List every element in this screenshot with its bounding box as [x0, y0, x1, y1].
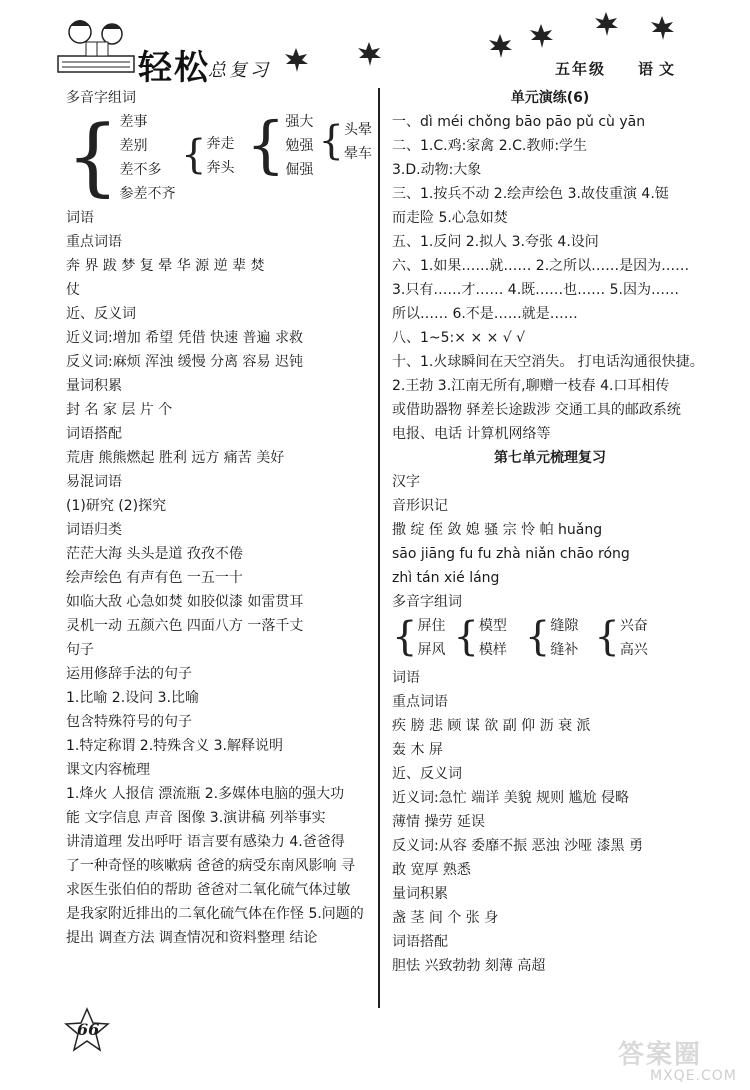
polyphone-groups-right: { 屏住 屏风 { 模型 模样 { 缝隙 缝补 { 兴奋 高兴: [392, 614, 648, 660]
text-line: 求医生张伯伯的帮助 爸爸对二氧化硫气体过敏: [66, 882, 351, 898]
watermark-logo: 答案圈: [618, 1040, 703, 1070]
text-line: 反义词:从容 委靡不振 恶浊 沙哑 漆黑 勇: [392, 838, 643, 854]
answer-line: 十、1.火球瞬间在天空消失。 打电话沟通很快捷。: [392, 354, 704, 370]
polyphone-group-cha: 差事 差别 差不多 参差不齐: [119, 114, 176, 202]
brand-subtitle: 总复习: [208, 60, 271, 81]
brand-title: 轻松: [138, 48, 210, 88]
text-line: 运用修辞手法的句子: [66, 666, 192, 682]
text-line: 量词积累: [392, 886, 448, 902]
maple-leaf-icon: [355, 40, 383, 68]
page-header: [0, 0, 750, 88]
text-line: 近、反义词: [392, 766, 462, 782]
text-line: 敢 宽厚 熟悉: [392, 862, 471, 878]
answer-line: 六、1.如果……就…… 2.之所以……是因为……: [392, 258, 690, 274]
text-line: 重点词语: [392, 694, 448, 710]
polyphone-group-ping: 屏住 屏风: [417, 618, 446, 658]
subject-label: 语文: [638, 60, 681, 78]
text-line: 汉字: [392, 474, 420, 490]
text-line: 包含特殊符号的句子: [66, 714, 192, 730]
text-line: 词语: [392, 670, 420, 686]
text-line: 如临大敌 心急如焚 如胶似漆 如雷贯耳: [66, 594, 304, 610]
text-line: 句子: [66, 642, 94, 658]
text-line: 撒 绽 侄 敛 媳 骚 宗 怜 帕 huǎng: [392, 522, 603, 538]
text-line: 仗: [66, 282, 80, 298]
polyphone-group-xing: 兴奋 高兴: [619, 618, 648, 658]
text-line: 茫茫大海 头头是道 孜孜不倦: [66, 546, 243, 562]
text-line: 封 名 家 层 片 个: [66, 402, 173, 418]
text-line: 薄情 操劳 延误: [392, 814, 485, 830]
answer-line: 或借助器物 驿差长途跋涉 交通工具的邮政系统: [392, 402, 681, 418]
text-line: 课文内容梳理: [66, 762, 150, 778]
section-title-review: 第七单元梳理复习: [494, 450, 606, 466]
text-line: 1.比喻 2.设问 3.比喻: [66, 690, 199, 706]
text-line: 重点词语: [66, 234, 122, 250]
text-line: 是我家附近排出的二氧化硫气体在作怪 5.问题的: [66, 906, 364, 922]
maple-leaf-icon: [527, 22, 555, 50]
answer-line: 而走险 5.心急如焚: [392, 210, 508, 226]
answer-line: 五、1.反问 2.拟人 3.夸张 4.设问: [392, 234, 599, 250]
text-line: (1)研究 (2)探究: [66, 498, 167, 514]
text-line: 提出 调查方法 调查情况和资料整理 结论: [66, 930, 318, 946]
maple-leaf-icon: [282, 46, 310, 74]
page-number: 66: [77, 1020, 100, 1039]
right-column: [392, 86, 708, 978]
maple-leaf-icon: [592, 10, 620, 38]
text-line: 灵机一动 五颜六色 四面八方 一落千丈: [66, 618, 304, 634]
text-line: 词语搭配: [66, 426, 122, 442]
text-line: 讲清道理 发出呼吁 语言要有感染力 4.爸爸得: [66, 834, 345, 850]
text-line: 胆怯 兴致勃勃 刻薄 高超: [392, 958, 546, 974]
text-line: 盏 茎 间 个 张 身: [392, 910, 499, 926]
text-line: 近义词:增加 希望 凭借 快速 普遍 求救: [66, 330, 303, 346]
text-line: sāo jiāng fu fu zhà niǎn chāo róng: [392, 546, 630, 562]
text-line: 易混词语: [66, 474, 122, 490]
text-line: 词语归类: [66, 522, 122, 538]
text-line: 近、反义词: [66, 306, 136, 322]
polyphone-group-feng: 缝隙 缝补: [550, 618, 579, 658]
answer-line: 所以…… 6.不是……就是……: [392, 306, 578, 322]
text-line: 荒唐 熊熊燃起 胜利 远方 痛苦 美好: [66, 450, 285, 466]
left-content: [66, 206, 372, 950]
answer-line: 三、1.按兵不动 2.绘声绘色 3.故伎重演 4.铤: [392, 186, 669, 202]
review-vocabulary: [392, 666, 708, 978]
polyphone-group-yun: 头晕 晕车: [344, 122, 372, 162]
answer-line: 八、1~5:× × × √ √: [392, 330, 526, 346]
watermark-url: MXQE.COM: [650, 1068, 737, 1084]
text-line: 1.烽火 人报信 漂流瓶 2.多媒体电脑的强大功: [66, 786, 345, 802]
text-line: 能 文字信息 声音 图像 3.演讲稿 列举事实: [66, 810, 326, 826]
section-heading: 多音字组词: [66, 90, 136, 106]
left-column: [66, 86, 372, 950]
text-line: 量词积累: [66, 378, 122, 394]
text-line: 多音字组词: [392, 594, 462, 610]
text-line: 词语: [66, 210, 94, 226]
answer-line: 3.D.动物:大象: [392, 162, 482, 178]
review-hanzi: [392, 470, 708, 614]
text-line: 近义词:急忙 端详 美貌 规则 尴尬 侵略: [392, 790, 629, 806]
maple-leaf-icon: [648, 14, 676, 42]
maple-leaf-icon: [486, 32, 514, 60]
answer-line: 二、1.C.鸡:家禽 2.C.教师:学生: [392, 138, 588, 154]
answer-line: 3.只有……才…… 4.既……也…… 5.因为……: [392, 282, 679, 298]
polyphone-groups: { 差事 差别 差不多 参差不齐 { 奔走 奔头 { 强大 勉强 倔强 { 头晕 晕车: [66, 107, 372, 205]
text-line: 词语搭配: [392, 934, 448, 950]
text-line: 了一种奇怪的咳嗽病 爸爸的病受东南风影响 寻: [66, 858, 355, 874]
text-line: 音形识记: [392, 498, 448, 514]
text-line: 轰 木 屏: [392, 742, 443, 758]
polyphone-group-ben: 奔走 奔头: [206, 136, 235, 176]
section-title-practice: 单元演练(6): [510, 90, 590, 106]
text-line: 1.特定称谓 2.特殊含义 3.解释说明: [66, 738, 283, 754]
column-divider: [378, 88, 380, 1008]
text-line: zhì tán xié láng: [392, 570, 500, 586]
text-line: 反义词:麻烦 浑浊 缓慢 分离 容易 迟钝: [66, 354, 303, 370]
polyphone-group-mo: 模型 模样: [478, 618, 507, 658]
kids-reading-icon: [56, 12, 136, 76]
answer-line: 一、dì méi chǒng bāo pāo pǔ cù yān: [392, 114, 646, 130]
answer-line: 电报、电话 计算机网络等: [392, 426, 551, 442]
text-line: 绘声绘色 有声有色 一五一十: [66, 570, 243, 586]
page-number-badge: [63, 1006, 111, 1054]
text-line: 疾 膀 悲 顾 谋 欲 副 仰 沥 衰 派: [392, 718, 591, 734]
answer-line: 2.王勃 3.江南无所有,聊赠一枝春 4.口耳相传: [392, 378, 670, 394]
text-line: 奔 界 跋 梦 复 晕 华 源 逆 辈 焚: [66, 258, 265, 274]
practice-answers: [392, 110, 708, 446]
polyphone-group-qiang: 强大 勉强 倔强: [285, 114, 314, 178]
grade-label: 五年级: [555, 60, 607, 78]
